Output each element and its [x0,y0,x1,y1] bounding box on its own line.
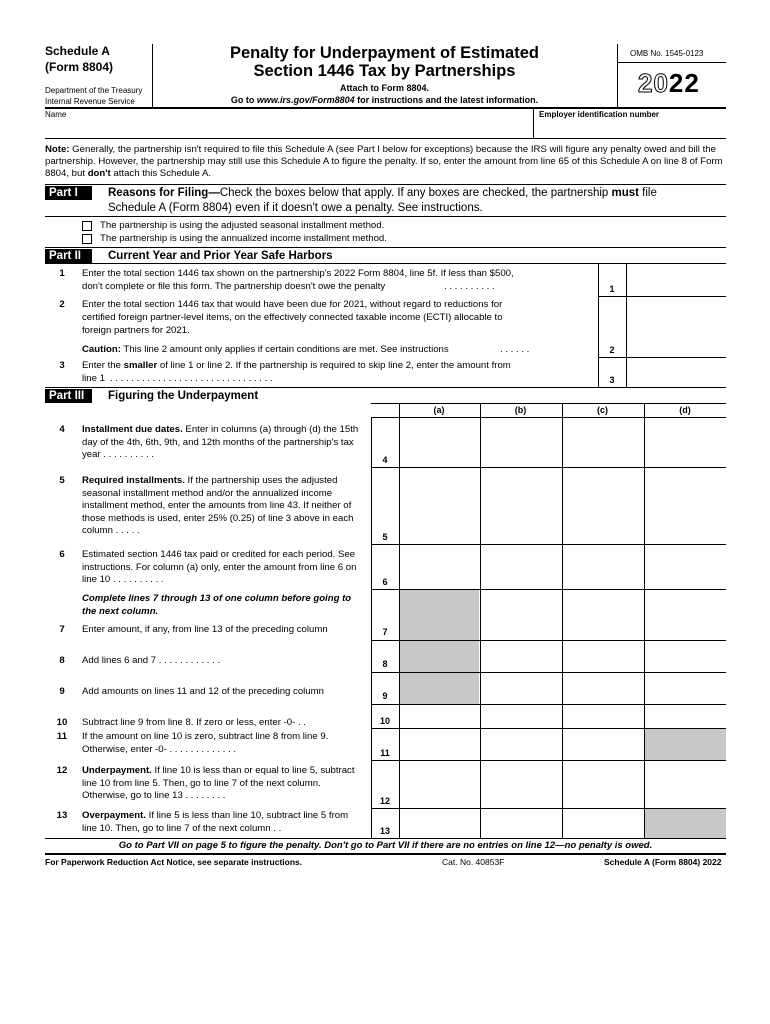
line11-number: 11 [56,731,68,742]
annualized-income-checkbox[interactable] [82,234,92,244]
line11-box-label: 11 [380,748,390,758]
row13-rule [45,838,726,839]
row11-rule [371,760,726,761]
line10-box-label: 10 [379,716,390,726]
line4-number: 4 [59,424,65,435]
line13-box-label: 13 [379,826,390,836]
line3-amount-field[interactable] [627,358,725,386]
shade-d-line13 [644,808,726,838]
line9-text: Add amounts on lines 11 and 12 of the preceding column [82,686,324,697]
omb-divider [617,62,726,63]
form-title-line1: Penalty for Underpayment of Estimated [230,44,539,62]
line4-col-d-field[interactable] [645,418,725,467]
line7-number: 7 [59,624,65,635]
part2-top-rule [45,247,726,248]
part2-box-left [598,263,599,387]
part1-title-rule [45,216,726,217]
part2-title-rule [45,263,726,264]
adjusted-seasonal-checkbox[interactable] [82,221,92,231]
note-label: Note: [45,144,70,155]
part2-bottom-rule [45,387,726,388]
line4-body: Enter in columns (a) through (d) the 15th day of the 4th, 6th, 9th, and 12th months of the partnership's tax year . . . . . . . . . . [82,424,359,460]
line2-caution-label: Caution: [82,344,121,355]
line1-text-b: don't complete or file this form. The partnership doesn't owe the penalty [82,281,386,292]
line3-text-a1: Enter the [82,360,124,371]
line3-box-label: 3 [609,375,615,385]
line3-text-a2: of line 1 or line 2. If the partnership is required to skip line 2, enter the amount from [157,360,511,371]
line3-text-a [82,360,594,373]
line12-body: If line 10 is less than or equal to line 5, subtract line 10 from line 5. Then, go to line 7 of the next column. Otherwise, go to line 13 . . . . . . . . [82,765,355,801]
line9-number: 9 [59,686,65,697]
row10-rule [371,728,726,729]
note-text: Generally, the partnership isn't required to file this Schedule A (see Part I below for exceptions) because the IRS will figure any penalty owed and bill the partnership. However, the partnership may still use this Schedule A to figure the penalty. If so, enter the amount from line 65 of this Schedule A on line 8 of Form 8804, but [45,144,723,179]
line2-text-c: foreign partners for 2021. [82,325,190,336]
line13-body: If line 5 is less than line 10, subtract line 5 from line 10. Then, go to line 7 of the next column . . [82,810,349,834]
annualized-income-label: The partnership is using the annualized income installment method. [100,233,387,244]
column-c-header: (c) [597,405,608,415]
row12-rule [371,808,726,809]
line4-col-a-field[interactable] [400,418,479,467]
part1-title-bold: Reasons for Filing— [108,187,220,199]
line2-amount-field[interactable] [627,297,725,356]
line4-box-label: 4 [382,455,388,465]
line4-col-b-field[interactable] [481,418,561,467]
table-col-a-left [399,403,400,838]
line2-caution [82,344,449,357]
part1-tag: Part I [45,186,92,200]
line4-bold: Installment due dates. [82,424,183,435]
catalog-number: Cat. No. 40853F [442,857,505,867]
line2-number: 2 [59,299,65,310]
table-col-c-left [562,403,563,838]
note-text2: attach this Schedule A. [110,168,212,179]
line10-text: Subtract line 9 from line 8. If zero or less, enter -0- . . [82,717,306,728]
line12-number: 12 [56,765,68,776]
name-field[interactable] [48,122,532,136]
line2-caution-text: This line 2 amount only applies if certain conditions are met. See instructions [120,344,449,355]
name-label: Name [45,110,67,119]
table-col-d-left [644,403,645,838]
note-paragraph [45,144,726,180]
part2-tag: Part II [45,249,92,263]
line13-text [82,810,365,835]
attach-note: Attach to Form 8804. [339,83,430,93]
line11-text: If the amount on line 10 is zero, subtract line 8 from line 9. Otherwise, enter -0- . . . . . . . . . . . . . [82,731,329,755]
line5-text [82,475,365,538]
line7-text: Enter amount, if any, from line 13 of the preceding column [82,624,328,635]
goto-prefix: Go to [230,95,257,105]
part1-top-rule [45,184,726,185]
part1-title [108,186,726,200]
line10-number: 10 [56,717,68,728]
part3-title: Figuring the Underpayment [108,390,259,402]
line1-box-label: 1 [609,284,615,294]
tax-year [638,68,700,99]
shade-d-line11 [644,728,726,760]
note-dont: don't [87,168,111,179]
line2-dots: . . . . . . [500,344,530,355]
schedule-label: Schedule A [45,44,110,58]
line8-text: Add lines 6 and 7 . . . . . . . . . . . . [82,655,221,666]
line1-number: 1 [59,268,65,279]
part1-title-line2: Schedule A (Form 8804) even if it doesn't owe a penalty. See instructions. [108,202,483,214]
form-label: (Form 8804) [45,60,114,74]
row7-rule [371,640,726,641]
line2-text-b: certified foreign partner-level items, on the effectively connected taxable income (ECTI) allocable to [82,312,503,323]
column-b-header: (b) [514,405,527,415]
line5-number: 5 [59,475,65,486]
line1-dots: . . . . . . . . . . [444,281,495,292]
line3-dots: . . . . . . . . . . . . . . . . . . . . . . . . . . . . . . . [110,373,273,384]
line12-bold: Underpayment. [82,765,152,776]
line3-smaller: smaller [123,360,158,371]
line6-box-label: 6 [382,577,388,587]
part2-title: Current Year and Prior Year Safe Harbors [108,250,333,262]
line6-number: 6 [59,549,65,560]
row4-rule [371,467,726,468]
line3-number: 3 [59,360,65,371]
row8-rule [371,672,726,673]
adjusted-seasonal-label: The partnership is using the adjusted seasonal installment method. [100,220,385,231]
table-col-b-left [480,403,481,838]
line13-bold: Overpayment. [82,810,146,821]
dept-line1: Department of the Treasury [45,86,143,95]
ein-field[interactable] [538,122,724,136]
line1-amount-field[interactable] [627,264,725,295]
column-d-header: (d) [679,405,691,415]
line12-box-label: 12 [379,796,390,806]
part1-title-must: must [611,187,639,199]
line3-text-b: line 1 [82,373,105,384]
id-row-rule [45,138,726,139]
form-title-line2: Section 1446 Tax by Partnerships [253,62,516,80]
line8-number: 8 [59,655,65,666]
part3-tag: Part III [45,389,92,403]
paperwork-notice: For Paperwork Reduction Act Notice, see separate instructions. [45,857,303,867]
line2-text-a: Enter the total section 1446 tax that would have been due for 2021, without regard to reductions for [82,299,503,310]
line2-box-label: 2 [609,345,615,355]
shade-a-line8 [400,641,479,672]
line7-box-label: 7 [382,627,388,637]
ein-label: Employer identification number [539,110,660,119]
part1-title-text: Check the boxes below that apply. If any boxes are checked, the partnership [219,187,612,199]
line5-body: If the partnership uses the adjusted seasonal installment method and/or the annualized income installment method, enter the amounts from line 43. If neither of those methods is used, enter 25% (0.25) of line 3 above in each column . . . . . [82,475,354,536]
omb-number: OMB No. 1545-0123 [630,49,704,58]
complete-lines-instruction: Complete lines 7 through 13 of one column before going to the next column. [82,593,352,617]
dept-line2: Internal Revenue Service [45,97,135,106]
goto-url[interactable]: www.irs.gov/Form8804 [256,95,355,105]
row5-rule [371,544,726,545]
year-bold: 22 [668,68,700,98]
header-rule [45,107,726,109]
header-divider-right [617,44,618,108]
line6-text: Estimated section 1446 tax paid or credited for each period. See instructions. For column (a) only, enter the amount from line 6 on line 10 . . . . . . . . . . [82,549,357,585]
shade-a-line9 [400,673,479,704]
row6-rule [371,589,726,590]
goto-part7-note: Go to Part VII on page 5 to figure the penalty. Don't go to Part VII if there are no entries on line 12—no penalty is owed. [118,840,653,851]
line5-box-label: 5 [382,532,388,542]
footer-rule [45,853,726,855]
line9-box-label: 9 [382,691,388,701]
ein-divider [533,108,534,138]
goto-instructions [152,94,617,106]
line8-box-label: 8 [382,659,388,669]
year-outline: 20 [638,68,669,98]
line12-text [82,765,365,803]
part3-title-rule [371,403,726,404]
line5-bold: Required installments. [82,475,185,486]
line4-text [82,424,365,462]
column-a-header: (a) [433,405,445,415]
part1-title-text2: file [638,187,657,199]
row9-rule [371,704,726,705]
line4-col-c-field[interactable] [563,418,643,467]
line13-number: 13 [56,810,68,821]
footer-form-id: Schedule A (Form 8804) 2022 [604,857,722,867]
shade-a-line7 [400,589,479,640]
line1-text-a: Enter the total section 1446 tax shown on the partnership's 2022 Form 8804, line 5f. If less than $500, [82,268,514,279]
goto-suffix: for instructions and the latest information. [354,95,539,105]
